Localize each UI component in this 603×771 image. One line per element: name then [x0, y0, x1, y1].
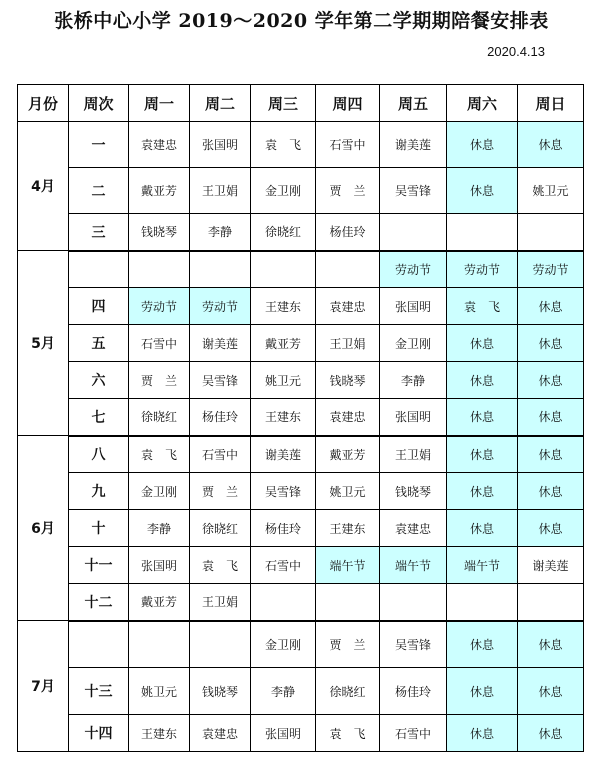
table-row	[18, 715, 584, 752]
duty-cell: 休息	[518, 473, 584, 510]
duty-cell: 休息	[447, 325, 518, 362]
header-month: 月份	[18, 85, 69, 122]
duty-cell: 休息	[518, 510, 584, 547]
duty-cell: 杨佳玲	[190, 399, 251, 436]
header-fri: 周五	[380, 85, 447, 122]
duty-cell: 袁 飞	[190, 547, 251, 584]
duty-cell: 贾 兰	[316, 621, 380, 668]
week-cell: 四	[69, 288, 129, 325]
duty-cell: 谢美莲	[380, 122, 447, 168]
week-cell: 十三	[69, 668, 129, 715]
duty-cell: 休息	[518, 621, 584, 668]
duty-cell: 石雪中	[190, 436, 251, 473]
page-title: 张桥中心小学 2019～2020 学年第二学期期陪餐安排表	[54, 10, 549, 32]
duty-cell: 徐晓红	[316, 668, 380, 715]
duty-cell: 休息	[447, 715, 518, 752]
week-cell: 十二	[69, 584, 129, 621]
duty-cell: 休息	[518, 325, 584, 362]
duty-cell: 王建东	[251, 399, 316, 436]
duty-cell: 戴亚芳	[251, 325, 316, 362]
duty-cell: 劳动节	[518, 251, 584, 288]
duty-cell: 杨佳玲	[316, 214, 380, 251]
duty-meal-schedule-table	[17, 84, 584, 752]
duty-cell	[251, 584, 316, 621]
header-sat: 周六	[447, 85, 518, 122]
duty-cell: 李静	[251, 668, 316, 715]
table-row	[18, 168, 584, 214]
month-cell: 4月	[18, 122, 69, 251]
duty-cell: 杨佳玲	[380, 668, 447, 715]
duty-cell: 戴亚芳	[129, 168, 190, 214]
duty-cell: 谢美莲	[190, 325, 251, 362]
duty-cell	[316, 584, 380, 621]
week-cell: 六	[69, 362, 129, 399]
schedule-date: 2020.4.13	[487, 44, 545, 59]
duty-cell: 谢美莲	[251, 436, 316, 473]
duty-cell: 休息	[447, 621, 518, 668]
duty-cell: 劳动节	[380, 251, 447, 288]
duty-cell: 徐晓红	[190, 510, 251, 547]
header-mon: 周一	[129, 85, 190, 122]
duty-cell: 石雪中	[316, 122, 380, 168]
duty-cell: 金卫刚	[251, 168, 316, 214]
duty-cell: 杨佳玲	[251, 510, 316, 547]
duty-cell: 王建东	[316, 510, 380, 547]
duty-cell	[316, 251, 380, 288]
duty-cell: 袁建忠	[129, 122, 190, 168]
duty-cell: 李静	[380, 362, 447, 399]
duty-cell: 张国明	[380, 288, 447, 325]
header-wed: 周三	[251, 85, 316, 122]
duty-cell: 休息	[447, 473, 518, 510]
duty-cell: 石雪中	[380, 715, 447, 752]
duty-cell: 王卫娟	[190, 168, 251, 214]
header-thu: 周四	[316, 85, 380, 122]
duty-cell: 钱晓琴	[190, 668, 251, 715]
duty-cell	[190, 621, 251, 668]
duty-cell: 休息	[447, 399, 518, 436]
duty-cell: 袁建忠	[316, 399, 380, 436]
duty-cell: 劳动节	[447, 251, 518, 288]
duty-cell	[129, 251, 190, 288]
duty-cell: 徐晓红	[129, 399, 190, 436]
duty-cell: 端午节	[316, 547, 380, 584]
duty-cell: 休息	[447, 436, 518, 473]
duty-cell: 张国明	[190, 122, 251, 168]
duty-cell: 休息	[518, 288, 584, 325]
week-cell	[69, 251, 129, 288]
duty-cell: 休息	[518, 436, 584, 473]
duty-cell: 钱晓琴	[380, 473, 447, 510]
duty-cell: 石雪中	[251, 547, 316, 584]
header-week: 周次	[69, 85, 129, 122]
duty-cell: 休息	[518, 362, 584, 399]
duty-cell: 休息	[447, 510, 518, 547]
duty-cell	[380, 584, 447, 621]
duty-cell: 钱晓琴	[129, 214, 190, 251]
duty-cell: 谢美莲	[518, 547, 584, 584]
week-cell: 一	[69, 122, 129, 168]
table-row	[18, 251, 584, 288]
week-cell: 十四	[69, 715, 129, 752]
duty-cell: 袁建忠	[316, 288, 380, 325]
header-sun: 周日	[518, 85, 584, 122]
duty-cell	[380, 214, 447, 251]
duty-cell: 石雪中	[129, 325, 190, 362]
duty-cell: 休息	[447, 362, 518, 399]
duty-cell: 贾 兰	[129, 362, 190, 399]
duty-cell: 徐晓红	[251, 214, 316, 251]
duty-cell: 劳动节	[190, 288, 251, 325]
duty-cell: 钱晓琴	[316, 362, 380, 399]
duty-cell: 戴亚芳	[316, 436, 380, 473]
duty-cell: 休息	[447, 168, 518, 214]
week-cell: 九	[69, 473, 129, 510]
duty-cell: 姚卫元	[518, 168, 584, 214]
duty-cell	[447, 214, 518, 251]
duty-cell	[518, 584, 584, 621]
duty-cell: 休息	[447, 668, 518, 715]
table-row	[18, 288, 584, 325]
week-cell: 十一	[69, 547, 129, 584]
duty-cell: 姚卫元	[129, 668, 190, 715]
table-row	[18, 668, 584, 715]
week-cell: 十	[69, 510, 129, 547]
duty-cell	[251, 251, 316, 288]
duty-cell: 李静	[190, 214, 251, 251]
week-cell: 八	[69, 436, 129, 473]
week-cell: 三	[69, 214, 129, 251]
duty-cell: 休息	[518, 668, 584, 715]
duty-cell: 吴雪锋	[190, 362, 251, 399]
header-row	[18, 85, 584, 122]
table-row	[18, 510, 584, 547]
duty-cell: 端午节	[447, 547, 518, 584]
duty-cell: 袁 飞	[251, 122, 316, 168]
duty-cell	[518, 214, 584, 251]
duty-cell: 袁 飞	[447, 288, 518, 325]
table-row	[18, 122, 584, 168]
duty-cell: 吴雪锋	[251, 473, 316, 510]
month-cell: 5月	[18, 251, 69, 436]
week-cell: 七	[69, 399, 129, 436]
duty-cell: 吴雪锋	[380, 621, 447, 668]
table-row	[18, 399, 584, 436]
duty-cell: 金卫刚	[380, 325, 447, 362]
duty-cell: 王建东	[129, 715, 190, 752]
duty-cell: 张国明	[251, 715, 316, 752]
duty-cell: 劳动节	[129, 288, 190, 325]
table-row	[18, 547, 584, 584]
duty-cell: 张国明	[129, 547, 190, 584]
table-row	[18, 362, 584, 399]
duty-cell: 王卫娟	[316, 325, 380, 362]
duty-cell: 王卫娟	[380, 436, 447, 473]
duty-cell	[447, 584, 518, 621]
duty-cell: 戴亚芳	[129, 584, 190, 621]
duty-cell: 贾 兰	[190, 473, 251, 510]
month-cell: 7月	[18, 621, 69, 752]
week-cell: 五	[69, 325, 129, 362]
duty-cell: 袁 飞	[316, 715, 380, 752]
duty-cell: 姚卫元	[251, 362, 316, 399]
duty-cell: 休息	[518, 399, 584, 436]
duty-cell: 袁建忠	[380, 510, 447, 547]
duty-cell	[190, 251, 251, 288]
table-row	[18, 473, 584, 510]
duty-cell: 金卫刚	[129, 473, 190, 510]
table-row	[18, 584, 584, 621]
duty-cell: 王建东	[251, 288, 316, 325]
duty-cell	[129, 621, 190, 668]
duty-cell: 端午节	[380, 547, 447, 584]
table-row	[18, 325, 584, 362]
duty-cell: 袁建忠	[190, 715, 251, 752]
duty-cell: 姚卫元	[316, 473, 380, 510]
duty-cell: 金卫刚	[251, 621, 316, 668]
week-cell: 二	[69, 168, 129, 214]
table-row	[18, 214, 584, 251]
table-row	[18, 621, 584, 668]
duty-cell: 吴雪锋	[380, 168, 447, 214]
duty-cell: 休息	[447, 122, 518, 168]
duty-cell: 王卫娟	[190, 584, 251, 621]
duty-cell: 袁 飞	[129, 436, 190, 473]
week-cell	[69, 621, 129, 668]
table-row	[18, 436, 584, 473]
duty-cell: 休息	[518, 122, 584, 168]
header-tue: 周二	[190, 85, 251, 122]
duty-cell: 休息	[518, 715, 584, 752]
duty-cell: 李静	[129, 510, 190, 547]
month-cell: 6月	[18, 436, 69, 621]
duty-cell: 贾 兰	[316, 168, 380, 214]
duty-cell: 张国明	[380, 399, 447, 436]
